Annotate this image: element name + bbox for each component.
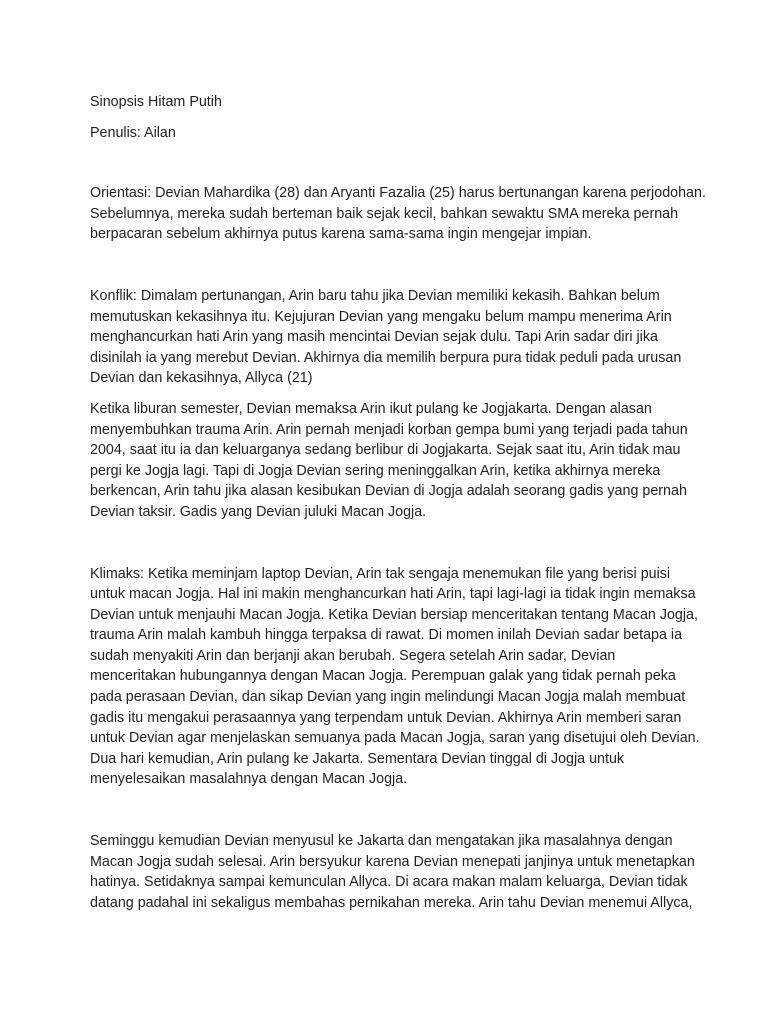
paragraph-line: hatinya. Setidaknya sampai kemunculan Allyca. Di acara makan malam keluarga, Devian tidak [90, 874, 688, 891]
paragraph-line: Seminggu kemudian Devian menyusul ke Jakarta dan mengatakan jika masalahnya dengan [90, 833, 673, 850]
paragraph-line: Devian untuk menjauhi Macan Jogja. Ketika Devian bersiap menceritakan tentang Macan Jogja, [90, 606, 698, 623]
paragraph-line: 2004, saat itu ia dan keluarganya sedang berlibur di Jogjakarta. Sejak saat itu, Arin tidak mau [90, 442, 681, 459]
document-title: Sinopsis Hitam Putih [90, 94, 222, 110]
paragraph-line: memutuskan kekasihnya itu. Kejujuran Devian yang mengaku belum mampu menerima Arin [90, 308, 672, 325]
paragraph-line: Konflik: Dimalam pertunangan, Arin baru tahu jika Devian memiliki kekasih. Bahkan belum [90, 287, 660, 304]
paragraph-line: datang padahal ini sekaligus membahas pernikahan mereka. Arin tahu Devian menemui Allyca, [90, 894, 693, 911]
paragraph-line: menghancurkan hati Arin yang masih mencintai Devian sejak dulu. Tapi Arin sadar diri jika [90, 329, 658, 346]
paragraph-line: menceritakan hubungannya dengan Macan Jogja. Perempuan galak yang tidak pernah peka [90, 668, 676, 685]
paragraph-liburan [90, 399, 690, 523]
paragraph-line: Klimaks: Ketika meminjam laptop Devian, Arin tak sengaja menemukan file yang berisi puisi [90, 565, 671, 582]
paragraph-konflik [90, 286, 690, 389]
paragraph-line: Dua hari kemudian, Arin pulang ke Jakarta. Sementara Devian tinggal di Jogja untuk [90, 750, 625, 767]
paragraph-line: gadis itu mengakui perasaannya yang terpendam untuk Devian. Akhirnya Arin memberi saran [90, 709, 682, 726]
paragraph-line: untuk Devian agar menjelaskan semuanya pada Macan Jogja, saran yang disetujui oleh Devian. [90, 730, 700, 747]
paragraph-line: menyembuhkan trauma Arin. Arin pernah menjadi korban gempa bumi yang terjadi pada tahun [90, 421, 688, 438]
paragraph-line: Sebelumnya, mereka sudah berteman baik sejak kecil, bahkan sewaktu SMA mereka pernah [90, 205, 679, 222]
document-page [90, 92, 706, 913]
paragraph-line: berpacaran sebelum akhirnya putus karena sama-sama ingin mengejar impian. [90, 226, 592, 243]
paragraph-line: Devian dan kekasihnya, Allyca (21) [90, 370, 313, 387]
paragraph-seminggu [90, 831, 695, 913]
paragraph-line: untuk macan Jogja. Hal ini makin menghancurkan hati Arin, tapi lagi-lagi ia tidak ingin memaksa [90, 586, 696, 603]
paragraph-line: Devian taksir. Gadis yang Devian juluki Macan Jogja. [90, 503, 427, 520]
paragraph-line: menyelesaikan masalahnya dengan Macan Jogja. [90, 771, 408, 788]
paragraph-line: pada perasaan Devian, dan sikap Devian yang ingin melindungi Macan Jogja malah membuat [90, 689, 686, 706]
paragraph-klimaks [90, 564, 700, 791]
paragraph-line: Orientasi: Devian Mahardika (28) dan Aryanti Fazalia (25) harus bertunangan karena perjodohan. [90, 185, 706, 202]
paragraph-line: trauma Arin malah kambuh hingga terpaksa di rawat. Di momen inilah Devian sadar betapa ia [90, 627, 683, 644]
paragraph-line: Ketika liburan semester, Devian memaksa Arin ikut pulang ke Jogjakarta. Dengan alasan [90, 400, 652, 417]
paragraph-orientasi [90, 183, 706, 245]
paragraph-line: pergi ke Jogja lagi. Tapi di Jogja Devian sering meninggalkan Arin, ketika akhirnya mereka [90, 462, 661, 479]
paragraph-line: berkencan, Arin tahu jika alasan kesibukan Devian di Jogja adalah seorang gadis yang pernah [90, 483, 687, 500]
paragraph-line: disinilah ia yang merebut Devian. Akhirnya dia memilih berpura pura tidak peduli pada urusan [90, 349, 682, 366]
paragraph-line: Macan Jogja sudah selesai. Arin bersyukur karena Devian menepati janjinya untuk menetapkan [90, 853, 695, 870]
paragraph-line: sudah menyakiti Arin dan berjanji akan berubah. Segera setelah Arin sadar, Devian [90, 647, 616, 664]
document-author: Penulis: Ailan [90, 124, 176, 141]
document-body [90, 183, 706, 913]
